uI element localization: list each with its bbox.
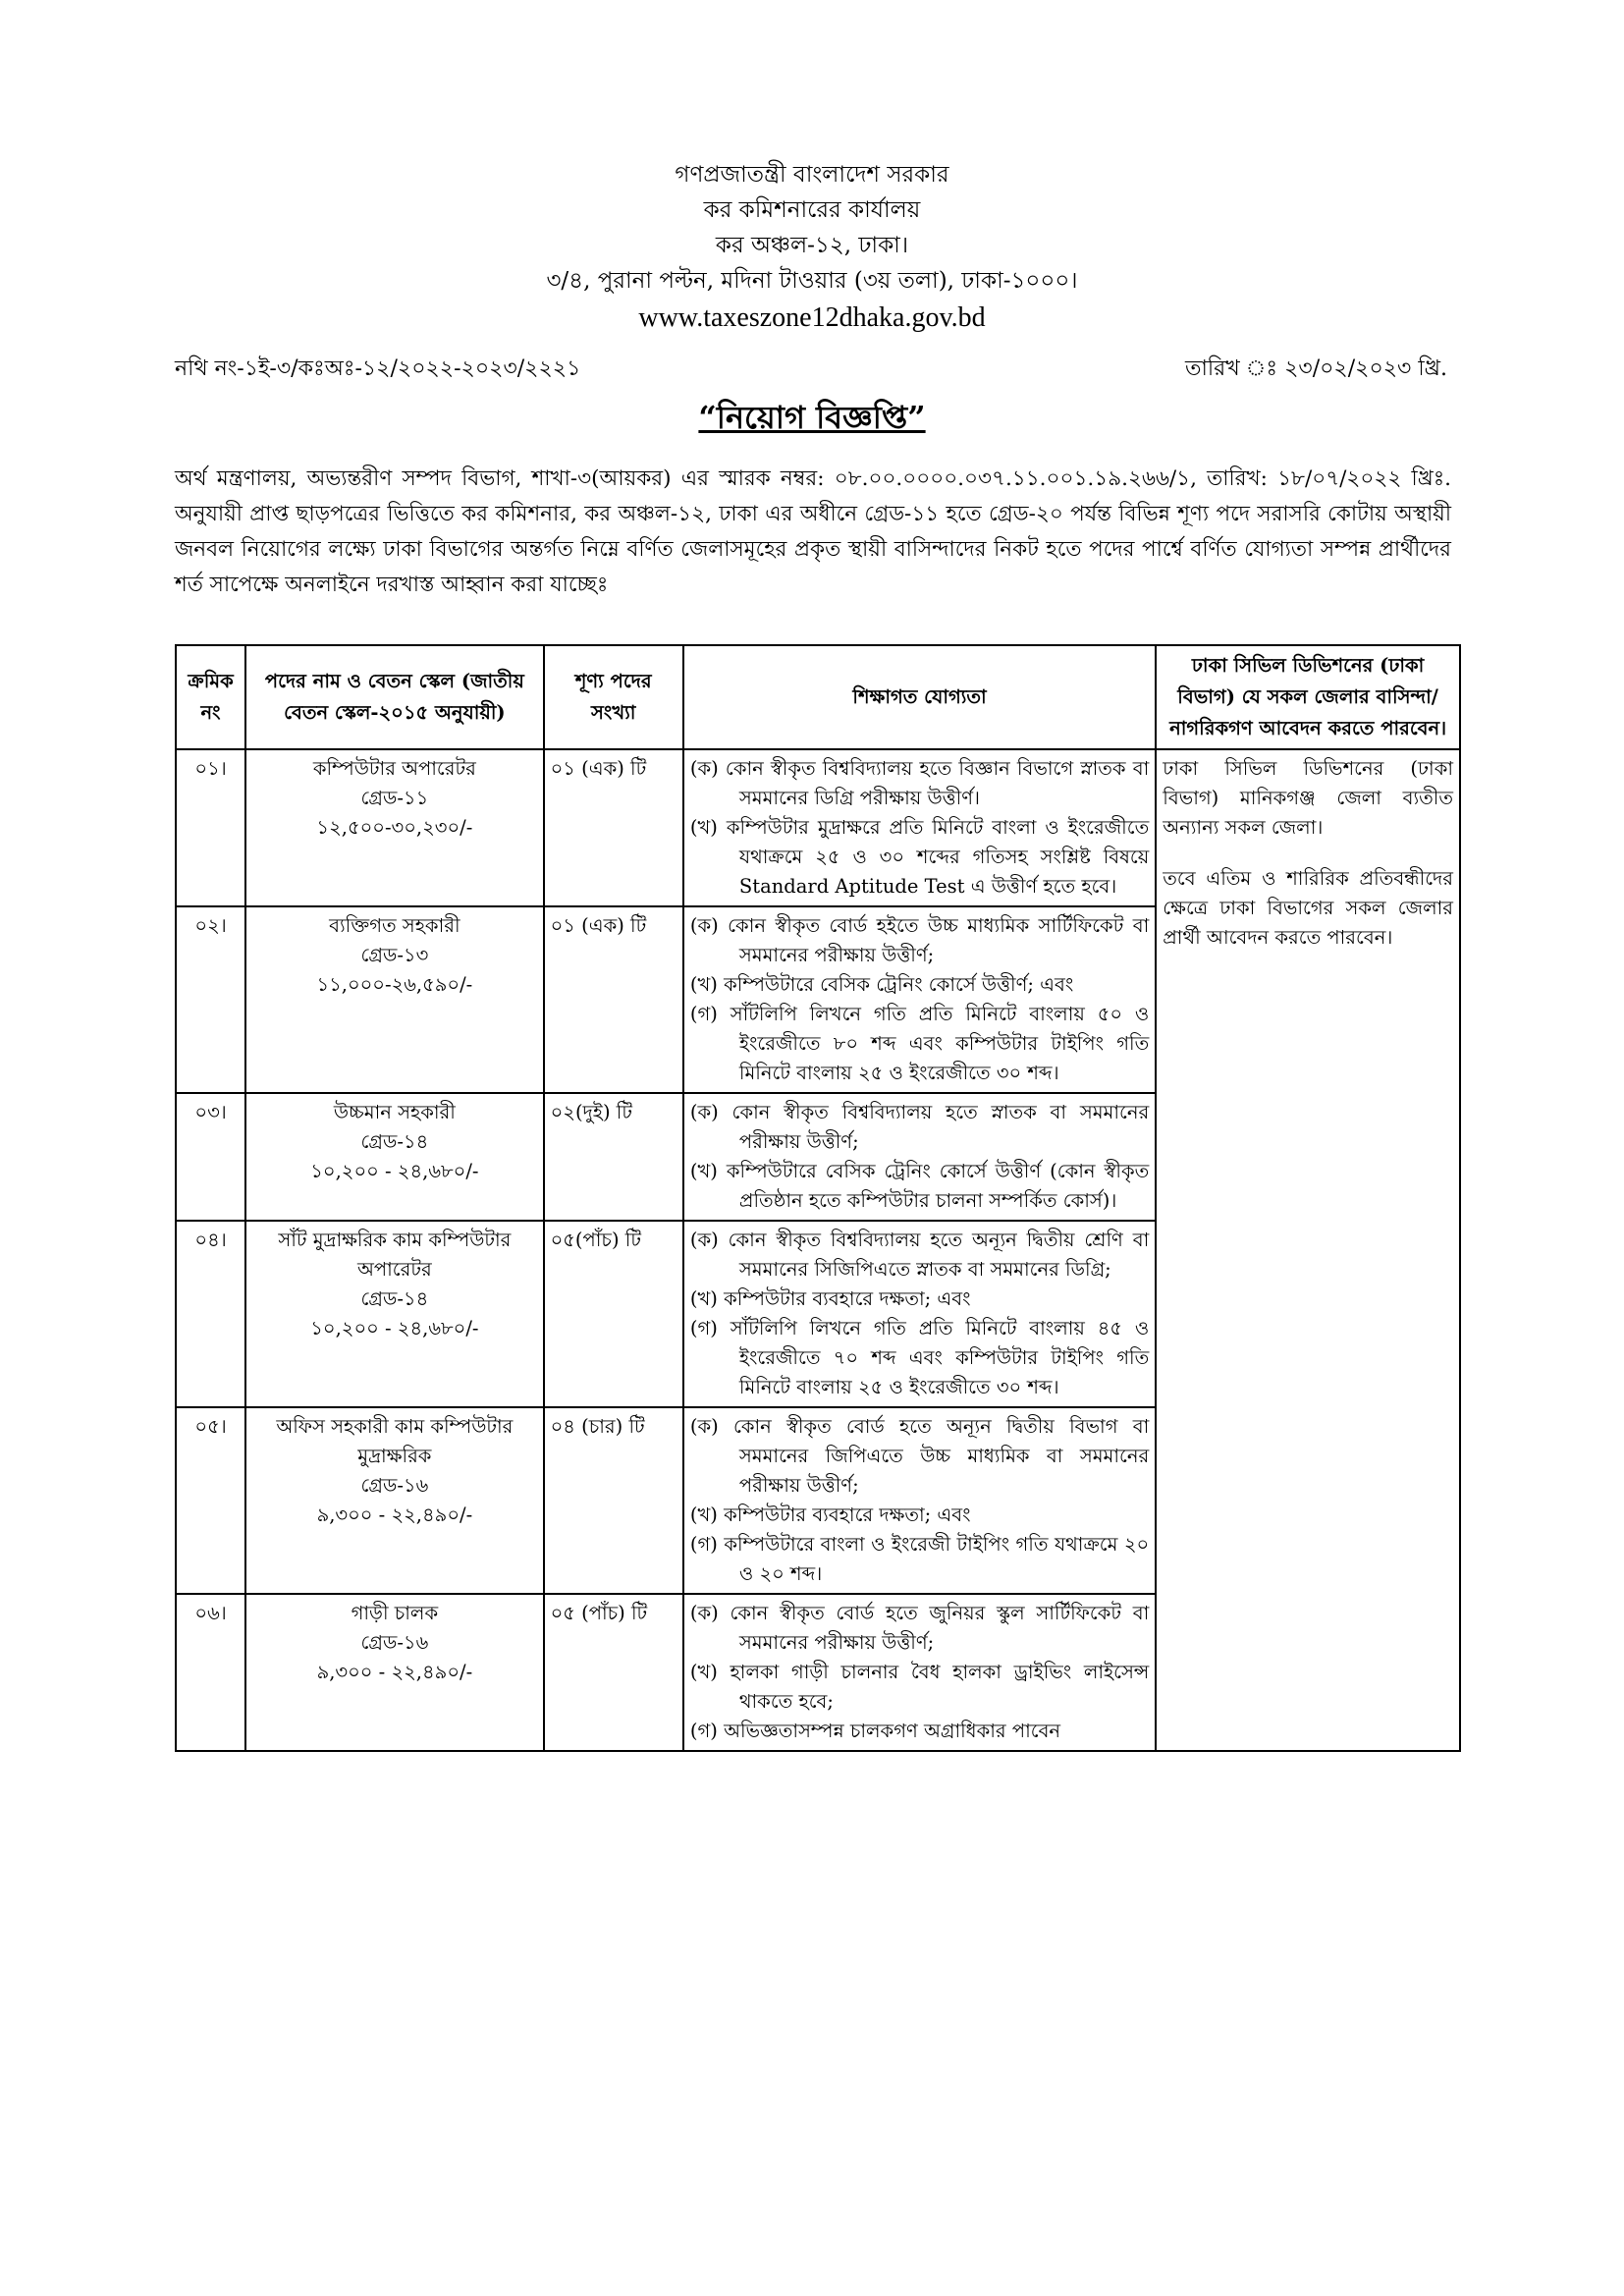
letterhead xyxy=(0,157,1624,338)
qualification-item: (ক) কোন স্বীকৃত বোর্ড হইতে উচ্চ মাধ্যমিক সার্টিফিকেট বা সমমানের পরীক্ষায় উত্তীর্ণ; xyxy=(689,914,1150,966)
vacancy-count-cell: ০৫ (পাঁচ) টি xyxy=(544,1594,683,1751)
post-cell xyxy=(245,1221,543,1407)
post-grade: গ্রেড-১৬ xyxy=(360,1474,429,1497)
qualification-item: (খ) কম্পিউটার মুদ্রাক্ষরে প্রতি মিনিটে বাংলা ও ইংরেজীতে যথাক্রমে ২৫ ও ৩০ শব্দের গতিসহ সংশ্লিষ্ট বিষয়ে Standard Aptitude Test এ উত্তীর্ণ হতে হবে। xyxy=(689,816,1150,898)
districts-note: ঢাকা সিভিল ডিভিশনের (ঢাকা বিভাগ) মানিকগঞ্জ জেলা ব্যতীত অন্যান্য সকল জেলা। xyxy=(1163,757,1453,839)
office-address: ৩/৪, পুরানা পল্টন, মদিনা টাওয়ার (৩য় তলা), ঢাকা-১০০০। xyxy=(546,268,1078,294)
post-name: উচ্চমান সহকারী xyxy=(333,1101,456,1123)
header-qualification: শিক্ষাগত যোগ্যতা xyxy=(683,645,1156,749)
serial-cell: ০৩। xyxy=(176,1093,245,1221)
post-cell xyxy=(245,906,543,1093)
government-name: গণপ্রজাতন্ত্রী বাংলাদেশ সরকার xyxy=(675,162,949,188)
qualification-item: (খ) কম্পিউটার ব্যবহারে দক্ষতা; এবং xyxy=(689,1503,971,1526)
post-grade: গ্রেড-১৩ xyxy=(360,944,429,966)
pay-scale: ১২,৫০০-৩০,২৩০/- xyxy=(316,816,473,839)
districts-exception-note: তবে এতিম ও শারিরিক প্রতিবন্ধীদের ক্ষেত্রে ঢাকা বিভাগের সকল জেলার প্রার্থী আবেদন করতে পারবেন। xyxy=(1163,867,1453,949)
post-cell xyxy=(245,1407,543,1594)
qualification-item: (খ) কম্পিউটারে বেসিক ট্রেনিং কোর্সে উত্তীর্ণ (কোন স্বীকৃত প্রতিষ্ঠান হতে কম্পিউটার চালনা সম্পর্কিত কোর্স)। xyxy=(689,1160,1150,1212)
header-serial: ক্রমিক নং xyxy=(176,645,245,749)
post-name: সাঁট মুদ্রাক্ষরিক কাম কম্পিউটার অপারেটর xyxy=(278,1229,512,1281)
memo-reference: নথি নং-১ই-৩/কঃঅঃ-১২/২০২২-২০২৩/২২২১ xyxy=(175,356,581,381)
qualification-item: (ক) কোন স্বীকৃত বিশ্ববিদ্যালয় হতে বিজ্ঞান বিভাগে স্নাতক বা সমমানের ডিগ্রি পরীক্ষায় উত্তীর্ণ। xyxy=(689,757,1150,809)
pay-scale: ১০,২০০ - ২৪,৬৮০/- xyxy=(310,1160,479,1182)
header-districts: ঢাকা সিভিল ডিভিশনের (ঢাকা বিভাগ) যে সকল জেলার বাসিন্দা/নাগরিকগণ আবেদন করতে পারবেন। xyxy=(1156,645,1460,749)
qualification-item: (ক) কোন স্বীকৃত বোর্ড হতে অন্যূন দ্বিতীয় বিভাগ বা সমমানের জিপিএতে উচ্চ মাধ্যমিক বা সমমানের পরীক্ষায় উত্তীর্ণ; xyxy=(689,1415,1150,1497)
eligible-districts-cell xyxy=(1156,749,1460,1751)
post-cell xyxy=(245,1594,543,1751)
post-name: অফিস সহকারী কাম কম্পিউটার মুদ্রাক্ষরিক xyxy=(276,1415,514,1467)
table-body xyxy=(176,749,1460,1751)
serial-cell: ০৬। xyxy=(176,1594,245,1751)
qualification-item: (খ) কম্পিউটার ব্যবহারে দক্ষতা; এবং xyxy=(689,1287,971,1310)
vacancy-table xyxy=(175,644,1461,1752)
office-name: কর কমিশনারের কার্যালয় xyxy=(703,197,921,223)
qualification-cell xyxy=(683,1221,1156,1407)
serial-cell: ০২। xyxy=(176,906,245,1093)
vacancy-count-cell: ০২(দুই) টি xyxy=(544,1093,683,1221)
vacancy-count-cell: ০১ (এক) টি xyxy=(544,749,683,906)
post-cell xyxy=(245,1093,543,1221)
zone-name: কর অঞ্চল-১২, ঢাকা। xyxy=(715,233,909,258)
qualification-item: (ক) কোন স্বীকৃত বিশ্ববিদ্যালয় হতে অন্যূন দ্বিতীয় শ্রেণি বা সমমানের সিজিপিএতে স্নাতক বা সমমানের ডিগ্রি; xyxy=(689,1229,1150,1281)
serial-cell: ০৫। xyxy=(176,1407,245,1594)
qualification-item: (খ) কম্পিউটারে বেসিক ট্রেনিং কোর্সে উত্তীর্ণ; এবং xyxy=(689,973,1074,996)
table-row xyxy=(176,749,1460,906)
pay-scale: ১১,০০০-২৬,৫৯০/- xyxy=(316,973,473,996)
post-grade: গ্রেড-১৬ xyxy=(360,1631,429,1654)
qualification-cell xyxy=(683,906,1156,1093)
qualification-item: (ক) কোন স্বীকৃত বিশ্ববিদ্যালয় হতে স্নাতক বা সমমানের পরীক্ষায় উত্তীর্ণ; xyxy=(689,1101,1150,1153)
post-name: গাড়ী চালক xyxy=(351,1602,439,1624)
qualification-cell xyxy=(683,749,1156,906)
vacancy-count-cell: ০৪ (চার) টি xyxy=(544,1407,683,1594)
pay-scale: ৯,৩০০ - ২২,৪৯০/- xyxy=(316,1503,473,1526)
post-grade: গ্রেড-১৪ xyxy=(360,1130,429,1153)
header-count: শূণ্য পদের সংখ্যা xyxy=(544,645,683,749)
qualification-item: (গ) সাঁটলিপি লিখনে গতি প্রতি মিনিটে বাংলায় ৪৫ ও ইংরেজীতে ৭০ শব্দ এবং কম্পিউটার টাইপিং গতি মিনিটে বাংলায় ২৫ ও ইংরেজীতে ৩০ শব্দ। xyxy=(689,1317,1150,1398)
website-link[interactable]: www.taxeszone12dhaka.gov.bd xyxy=(638,302,986,333)
pay-scale: ১০,২০০ - ২৪,৬৮০/- xyxy=(310,1317,479,1339)
table-header-row xyxy=(176,645,1460,749)
post-name: ব্যক্তিগত সহকারী xyxy=(329,914,460,937)
qualification-cell xyxy=(683,1093,1156,1221)
notice-title: “নিয়োগ বিজ্ঞপ্তি” xyxy=(698,399,926,436)
qualification-item: (খ) হালকা গাড়ী চালনার বৈধ হালকা ড্রাইভিং লাইসেন্স থাকতে হবে; xyxy=(689,1661,1150,1713)
vacancy-count-cell: ০৫(পাঁচ) টি xyxy=(544,1221,683,1407)
intro-paragraph: অর্থ মন্ত্রণালয়, অভ্যন্তরীণ সম্পদ বিভাগ, শাখা-৩(আয়কর) এর স্মারক নম্বর: ০৮.০০.০০০০.০৩৭.১১.০০১.১৯.২৬৬/১, তারিখ: ১৮/০৭/২০২২ খ্রিঃ. অনুযায়ী প্রাপ্ত ছাড়পত্রের ভিত্তিতে কর কমিশনার, কর অঞ্চল-১২, ঢাকা এর অধীনে গ্রেড-১১ হতে গ্রেড-২০ পর্যন্ত বিভিন্ন শূণ্য পদে সরাসরি কোটায় অস্থায়ী জনবল নিয়োগের লক্ষ্যে ঢাকা বিভাগের অন্তর্গত নিম্নে বর্ণিত জেলাসমূহের প্রকৃত স্থায়ী বাসিন্দাদের নিকট হতে পদের পার্শ্বে বর্ণিত যোগ্যতা সম্পন্ন প্রার্থীদের শর্ত সাপেক্ষে অনলাইনে দরখাস্ত আহ্বান করা যাচ্ছেঃ xyxy=(175,466,1451,597)
post-cell xyxy=(245,749,543,906)
memo-date: তারিখ ঃ ২৩/০২/২০২৩ খ্রি. xyxy=(1184,356,1447,381)
post-grade: গ্রেড-১১ xyxy=(360,787,429,809)
notice-title-wrap xyxy=(0,393,1624,446)
qualification-cell xyxy=(683,1594,1156,1751)
serial-cell: ০১। xyxy=(176,749,245,906)
qualification-item: (ক) কোন স্বীকৃত বোর্ড হতে জুনিয়র স্কুল সার্টিফিকেট বা সমমানের পরীক্ষায় উত্তীর্ণ; xyxy=(689,1602,1150,1654)
pay-scale: ৯,৩০০ - ২২,৪৯০/- xyxy=(316,1661,473,1683)
qualification-item: (গ) কম্পিউটারে বাংলা ও ইংরেজী টাইপিং গতি যথাক্রমে ২০ ও ২০ শব্দ। xyxy=(689,1533,1150,1585)
post-name: কম্পিউটার অপারেটর xyxy=(312,757,476,780)
header-post: পদের নাম ও বেতন স্কেল (জাতীয় বেতন স্কেল-২০১৫ অনুযায়ী) xyxy=(245,645,543,749)
qualification-cell xyxy=(683,1407,1156,1594)
vacancy-count-cell: ০১ (এক) টি xyxy=(544,906,683,1093)
qualification-item: (গ) অভিজ্ঞতাসম্পন্ন চালকগণ অগ্রাধিকার পাবেন xyxy=(689,1720,1061,1742)
serial-cell: ০৪। xyxy=(176,1221,245,1407)
qualification-item: (গ) সাঁটলিপি লিখনে গতি প্রতি মিনিটে বাংলায় ৫০ ও ইংরেজীতে ৮০ শব্দ এবং কম্পিউটার টাইপিং গতি মিনিটে বাংলায় ২৫ ও ইংরেজীতে ৩০ শব্দ। xyxy=(689,1003,1150,1084)
post-grade: গ্রেড-১৪ xyxy=(360,1287,429,1310)
